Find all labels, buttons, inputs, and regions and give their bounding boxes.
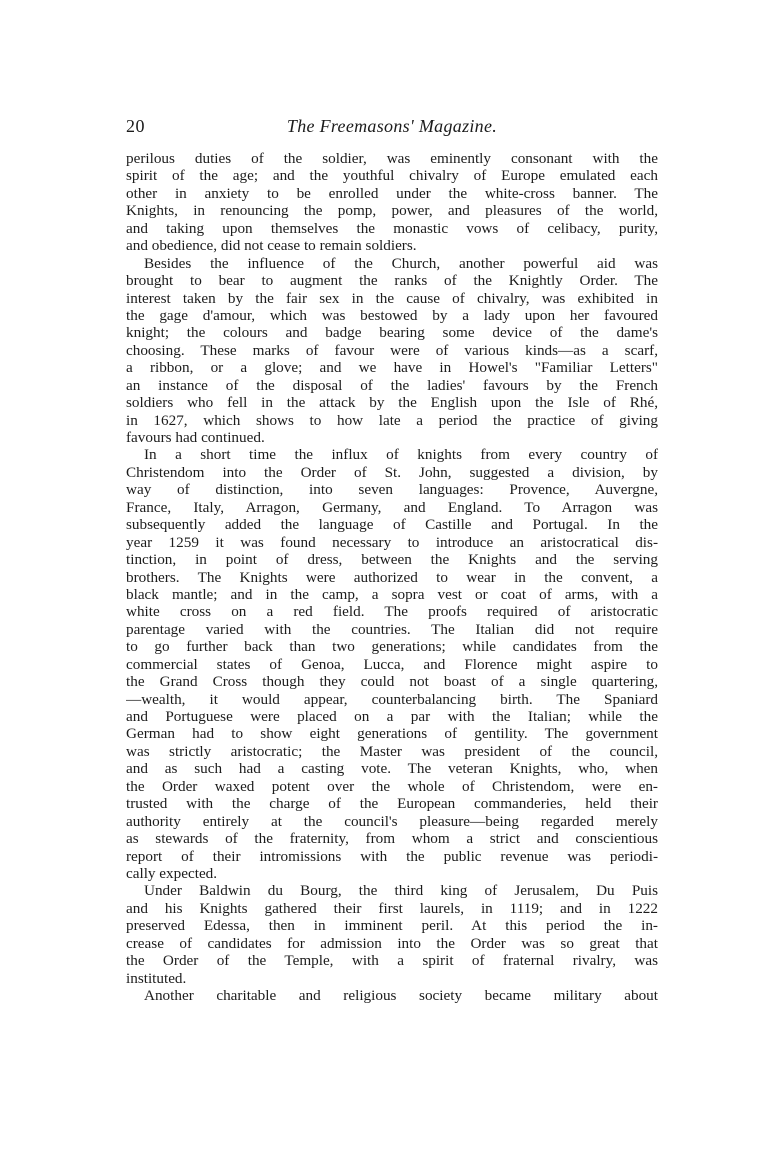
text-line: Christendom into the Order of St. John, suggested a division, by: [126, 463, 658, 481]
text-line: crease of candidates for admission into the Order was so great that: [126, 934, 658, 952]
text-line: a ribbon, or a glove; and we have in Howel's "Familiar Letters": [126, 359, 658, 377]
text-line: brothers. The Knights were authorized to wear in the convent, a: [126, 568, 658, 586]
text-line: parentage varied with the countries. The Italian did not require: [126, 620, 658, 638]
text-line: Besides the influence of the Church, another powerful aid was: [144, 254, 658, 272]
page-number: 20: [126, 116, 145, 136]
text-line: interest taken by the fair sex in the cause of chivalry, was exhibited in: [126, 289, 658, 307]
text-line: instituted.: [126, 969, 187, 987]
text-line: Another charitable and religious society became military about: [144, 987, 658, 1004]
text-line: soldiers who fell in the attack by the English upon the Isle of Rhé,: [126, 394, 658, 412]
text-line: white cross on a red field. The proofs required of aristocratic: [126, 603, 658, 621]
text-line: Knights, in renouncing the pomp, power, and pleasures of the world,: [126, 202, 658, 220]
text-line: choosing. These marks of favour were of various kinds—as a scarf,: [126, 341, 658, 359]
text-line: and his Knights gathered their first laurels, in 1119; and in 1222: [126, 899, 658, 917]
text-line: year 1259 it was found necessary to introduce an aristocratical dis-: [126, 533, 658, 551]
text-line: favours had continued.: [126, 429, 265, 446]
text-line: the Grand Cross though they could not boast of a single quartering,: [126, 673, 658, 691]
article-body: [126, 150, 658, 1004]
text-line: In a short time the influx of knights from every country of: [144, 446, 658, 464]
page-header: [126, 116, 658, 140]
text-line: German had to show eight generations of gentility. The government: [126, 725, 658, 743]
text-line: brought to bear to augment the ranks of the Knightly Order. The: [126, 272, 658, 290]
text-line: the Order waxed potent over the whole of Christendom, were en-: [126, 777, 658, 795]
text-line: subsequently added the language of Castille and Portugal. In the: [126, 516, 658, 534]
text-line: perilous duties of the soldier, was eminently consonant with the: [126, 150, 658, 167]
text-line: and as such had a casting vote. The veteran Knights, who, when: [126, 760, 658, 778]
text-line: cally expected.: [126, 864, 218, 882]
text-line: as stewards of the fraternity, from whom a strict and conscientious: [126, 830, 658, 848]
text-line: Under Baldwin du Bourg, the third king of Jerusalem, Du Puis: [144, 882, 658, 900]
text-line: the gage d'amour, which was bestowed by a lady upon her favoured: [126, 306, 658, 324]
text-line: the Order of the Temple, with a spirit of fraternal rivalry, was: [126, 952, 658, 970]
text-line: way of distinction, into seven languages: Provence, Auvergne,: [126, 481, 658, 499]
text-line: report of their intromissions with the public revenue was periodi-: [126, 847, 658, 865]
text-line: authority entirely at the council's pleasure—being regarded merely: [126, 812, 658, 830]
text-line: France, Italy, Arragon, Germany, and England. To Arragon was: [126, 498, 658, 516]
text-line: to go further back than two generations; while candidates from the: [126, 638, 658, 656]
text-line: in 1627, which shows to how late a period the practice of giving: [126, 411, 658, 429]
text-line: and Portuguese were placed on a par with the Italian; while the: [126, 708, 658, 725]
text-line: was strictly aristocratic; the Master was president of the council,: [126, 742, 658, 760]
text-line: an instance of the disposal of the ladies' favours by the French: [126, 376, 658, 394]
text-line: preserved Edessa, then in imminent peril. At this period the in-: [126, 917, 658, 935]
text-line: black mantle; and in the camp, a sopra vest or coat of arms, with a: [126, 585, 658, 603]
text-line: spirit of the age; and the youthful chivalry of Europe emulated each: [126, 167, 658, 185]
text-line: tinction, in point of dress, between the Knights and the serving: [126, 551, 658, 569]
text-line: trusted with the charge of the European commanderies, held their: [126, 795, 658, 813]
text-line: and taking upon themselves the monastic vows of celibacy, purity,: [126, 219, 658, 237]
text-line: commercial states of Genoa, Lucca, and Florence might aspire to: [126, 655, 658, 673]
text-line: —wealth, it would appear, counterbalancing birth. The Spaniard: [126, 690, 658, 708]
text-line: knight; the colours and badge bearing some device of the dame's: [126, 324, 658, 342]
text-line: other in anxiety to be enrolled under the white-cross banner. The: [126, 184, 658, 202]
text-line: and obedience, did not cease to remain soldiers.: [126, 237, 417, 255]
running-title: The Freemasons' Magazine.: [286, 116, 498, 136]
